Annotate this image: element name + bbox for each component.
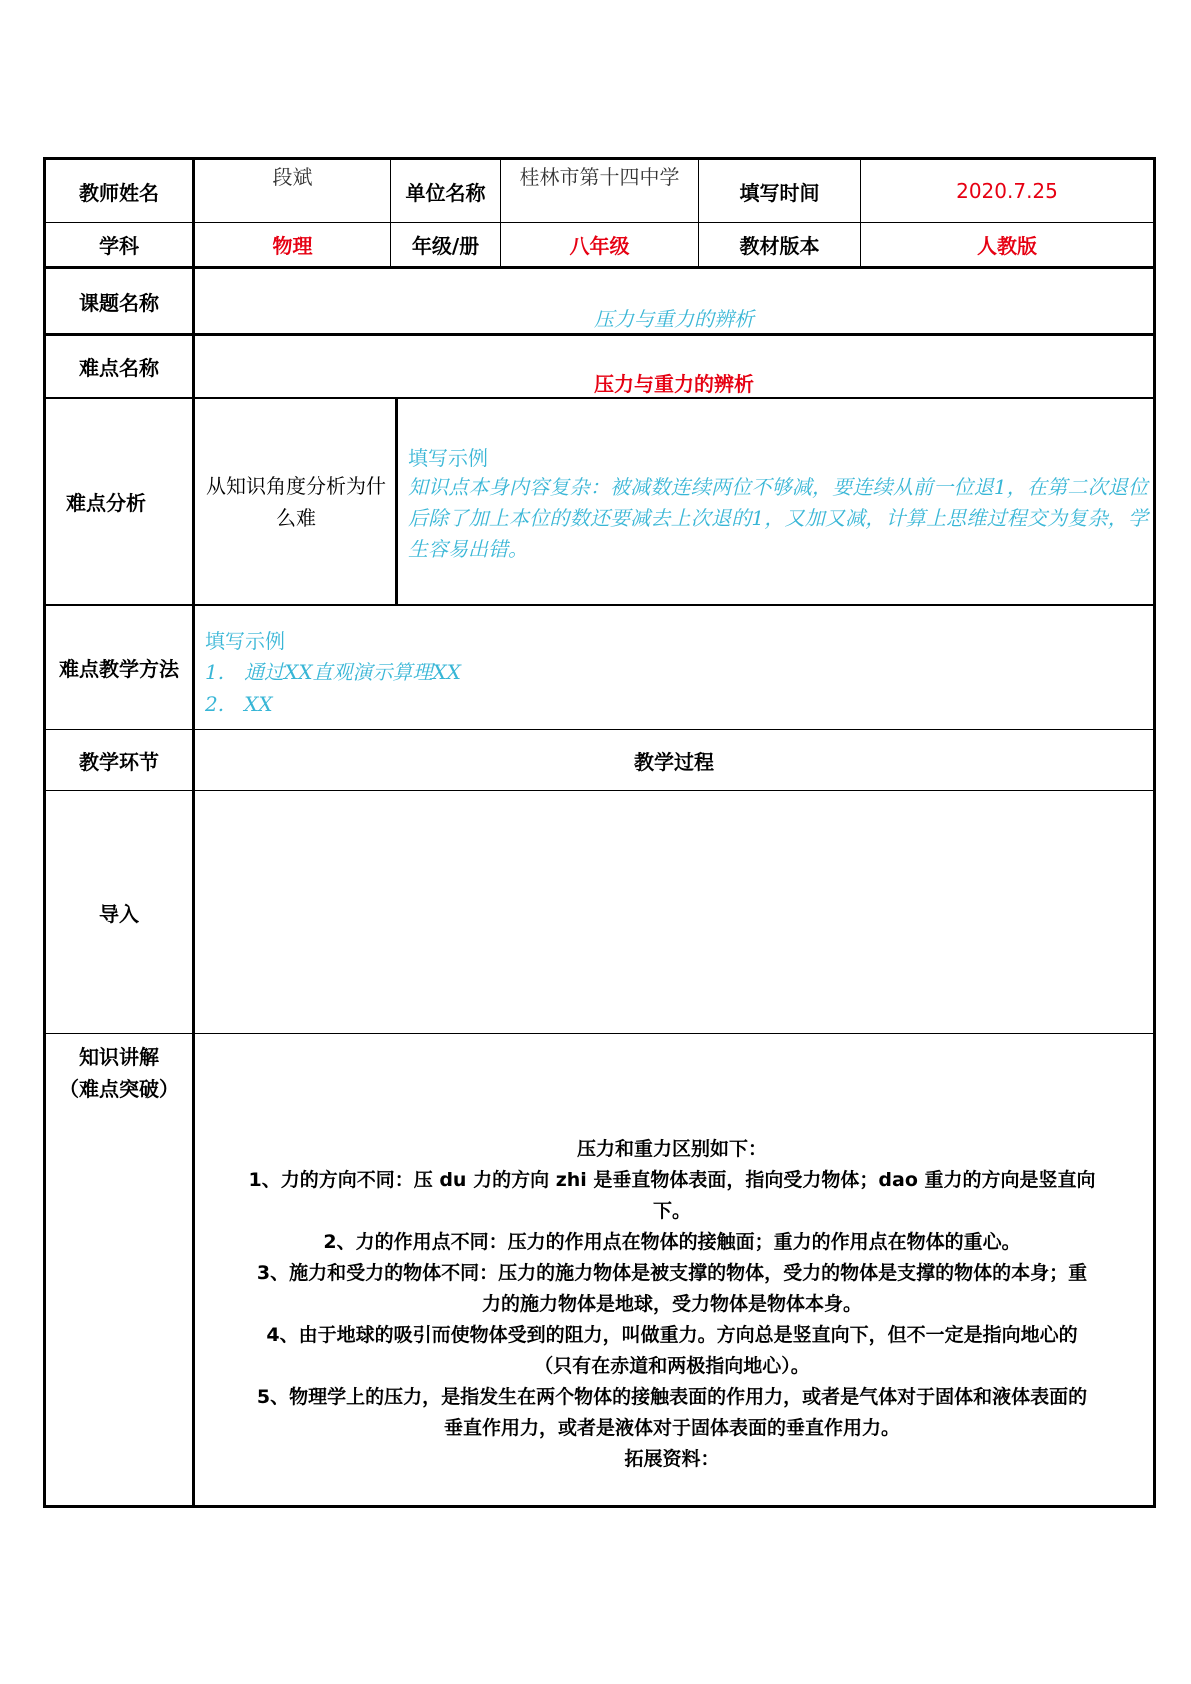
analysis-label: 难点分析 xyxy=(66,491,146,515)
fill-date-value: 2020.7.25 xyxy=(956,179,1058,203)
topic-label: 课题名称 xyxy=(79,290,159,315)
table-border-right xyxy=(1153,157,1156,1508)
row-separator xyxy=(43,397,1156,399)
intro-content xyxy=(195,791,1153,1033)
teacher-name-value: 段斌 xyxy=(272,164,313,189)
knowledge-line: 拓展资料： xyxy=(624,1448,720,1470)
edition-label: 教材版本 xyxy=(739,234,820,258)
subject-value: 物理 xyxy=(272,234,313,258)
knowledge-line: 力的施力物体是地球，受力物体是物体本身。 xyxy=(481,1293,862,1315)
fill-date-label: 填写时间 xyxy=(739,180,820,205)
difficulty-value: 压力与重力的辨析 xyxy=(594,371,754,396)
knowledge-line: 压力和重力区别如下： xyxy=(576,1138,767,1160)
knowledge-line: 垂直作用力，或者是液体对于固体表面的垂直作用力。 xyxy=(443,1417,900,1439)
row-separator xyxy=(43,333,1156,336)
row-separator xyxy=(43,1033,1156,1034)
analysis-example-text: 知识点本身内容复杂：被减数连续两位不够减，要连续从前一位退1，在第二次退位后除了加上本位的数还要减去上次退的1，又加又减，计算上思维过程交为复杂，学生容易出错。 xyxy=(408,475,1148,561)
difficulty-label: 难点名称 xyxy=(79,356,159,380)
method-item-1: 1. 通过XX直观演示算理XX xyxy=(205,660,462,684)
knowledge-line: 下。 xyxy=(652,1200,691,1222)
row-separator xyxy=(43,604,1156,606)
subject-label: 学科 xyxy=(99,234,139,258)
analysis-example-title: 填写示例 xyxy=(408,446,488,470)
unit-name-label: 单位名称 xyxy=(405,180,486,205)
method-example-title: 填写示例 xyxy=(205,629,285,653)
knowledge-label-line2: （难点突破） xyxy=(59,1076,179,1101)
table-border-bottom xyxy=(43,1505,1156,1508)
analysis-sub-label: 从知识角度分析为什么难 xyxy=(206,474,386,530)
grade-value: 八年级 xyxy=(569,234,630,258)
topic-value: 压力与重力的辨析 xyxy=(594,306,754,331)
knowledge-line: 3、施力和受力的物体不同：压力的施力物体是被支撑的物体，受力的物体是支撑的物体的本身；重 xyxy=(256,1262,1088,1284)
teacher-name-label: 教师姓名 xyxy=(79,180,159,205)
section-header-label: 教学环节 xyxy=(79,749,159,774)
knowledge-line: 4、由于地球的吸引而使物体受到的阻力，叫做重力。方向总是竖直向下，但不一定是指向地心的 xyxy=(266,1324,1078,1346)
column-divider xyxy=(395,397,398,606)
knowledge-label-line1: 知识讲解 xyxy=(79,1044,159,1069)
knowledge-line: 1、力的方向不同：压 du 力的方向 zhi 是垂直物体表面，指向受力物体；dao 重力的方向是竖直向 xyxy=(248,1169,1096,1191)
knowledge-line: 2、力的作用点不同：压力的作用点在物体的接触面；重力的作用点在物体的重心。 xyxy=(323,1231,1021,1253)
edition-value: 人教版 xyxy=(977,234,1037,258)
intro-label: 导入 xyxy=(99,901,139,926)
method-item-2: 2. XX xyxy=(205,692,273,716)
knowledge-line: （只有在赤道和两极指向地心）。 xyxy=(534,1355,810,1377)
unit-name-value: 桂林市第十四中学 xyxy=(519,164,680,189)
process-header-label: 教学过程 xyxy=(634,749,714,774)
row-separator xyxy=(43,266,1156,269)
grade-label: 年级/册 xyxy=(411,234,480,258)
knowledge-line: 5、物理学上的压力，是指发生在两个物体的接触表面的作用力，或者是气体对于固体和液体表面的 xyxy=(256,1386,1088,1408)
method-label: 难点教学方法 xyxy=(59,657,179,681)
